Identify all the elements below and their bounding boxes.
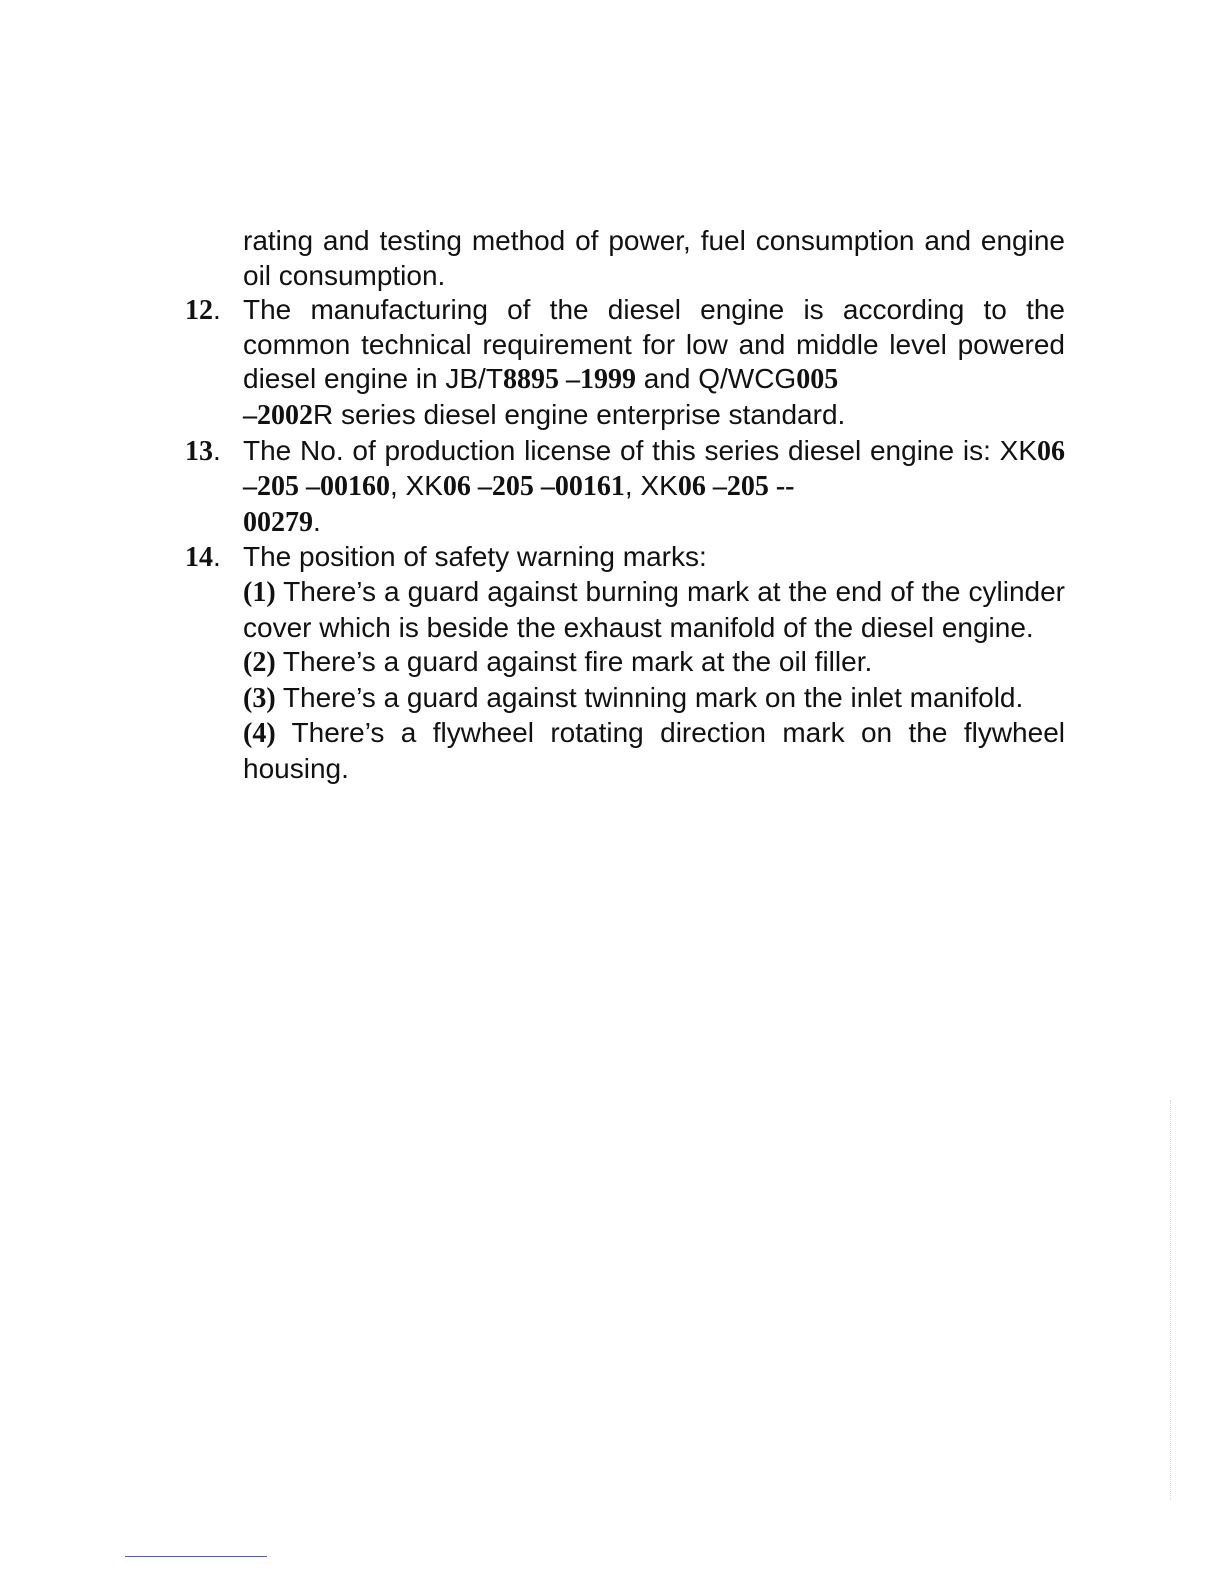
continuation-paragraph bbox=[185, 224, 1065, 293]
item-text: and Q/WCG bbox=[635, 363, 797, 395]
sub-item-text: There’s a guard against fire mark at the oil filler. bbox=[275, 646, 873, 678]
license-number: 06 –205 –00161 bbox=[442, 471, 625, 503]
sub-item bbox=[243, 681, 1065, 717]
footer-rule bbox=[125, 1556, 267, 1557]
item-number: 13. bbox=[185, 434, 221, 467]
list-item-14 bbox=[185, 540, 1065, 786]
separator: , XK bbox=[390, 470, 443, 502]
continuation-text: rating and testing method of power, fuel consumption and engine oil consumption. bbox=[243, 225, 1065, 291]
item-number: 14. bbox=[185, 541, 221, 574]
sub-item bbox=[243, 575, 1065, 645]
scan-margin-line bbox=[1170, 1100, 1171, 1500]
standard-code: 005 bbox=[796, 364, 839, 396]
separator: . bbox=[313, 505, 321, 537]
sub-item-label: (3) bbox=[243, 682, 276, 714]
item-heading: The position of safety warning marks: bbox=[243, 541, 707, 573]
license-number: 00279 bbox=[243, 506, 313, 538]
item-text: The No. of production license of this series diesel engine is: XK bbox=[243, 434, 1037, 466]
item-text: R series diesel engine enterprise standard. bbox=[313, 398, 846, 430]
standard-code: –2002 bbox=[243, 399, 313, 431]
list-item-13 bbox=[185, 434, 1065, 541]
item-number: 12. bbox=[185, 294, 221, 327]
license-number: 06 –205 –00160 bbox=[243, 435, 1065, 503]
sub-item-text: There’s a guard against burning mark at the end of the cylinder cover which is beside the exhaust manifold of the diesel engine. bbox=[243, 575, 1065, 643]
sub-item-text: There’s a guard against twinning mark on the inlet manifold. bbox=[275, 681, 1024, 713]
item-text: The manufacturing of the diesel engine is according to the common technical requirement for low and middle level powered diesel engine in JB/T bbox=[243, 294, 1065, 395]
page-body bbox=[185, 224, 1065, 787]
standard-code: 8895 –1999 bbox=[502, 364, 636, 396]
sub-item-label: (2) bbox=[243, 647, 276, 679]
license-number: 06 –205 -- bbox=[677, 471, 795, 503]
sub-item-label: (4) bbox=[243, 718, 276, 750]
sub-item bbox=[243, 716, 1065, 786]
sub-item bbox=[243, 645, 1065, 681]
separator: , XK bbox=[624, 470, 678, 502]
list-item-12 bbox=[185, 293, 1065, 433]
sub-item-text: There’s a flywheel rotating direction mark on the flywheel housing. bbox=[243, 717, 1065, 784]
sub-item-label: (1) bbox=[243, 576, 276, 608]
